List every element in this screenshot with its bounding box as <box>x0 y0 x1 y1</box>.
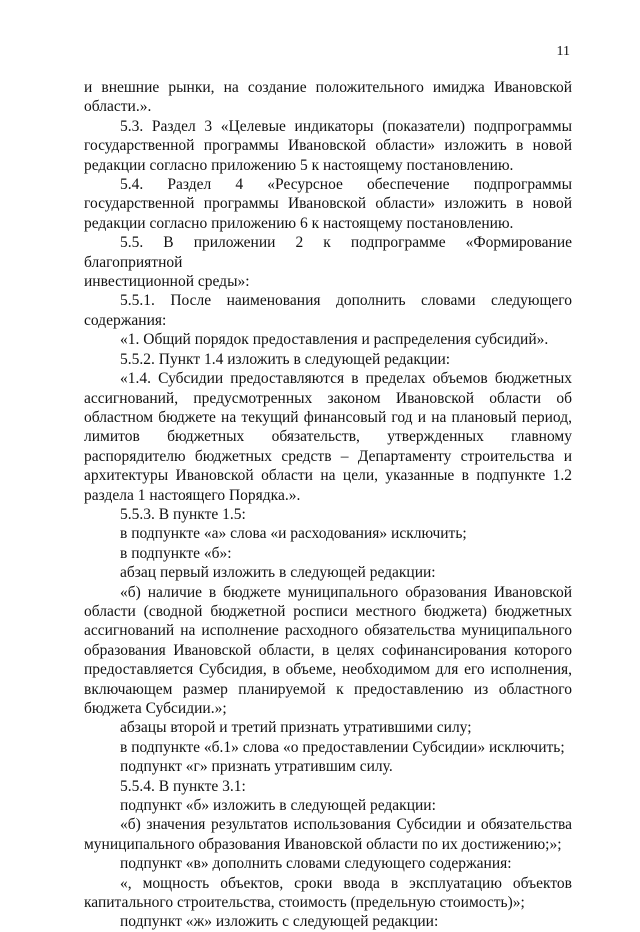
text-line: «1. Общий порядок предоставления и распределения субсидий». <box>120 331 549 349</box>
text-line: 5.5.1. После наименования дополнить словами следующего <box>120 292 572 310</box>
text-line: 5.4. Раздел 4 «Ресурсное обеспечение подпрограммы <box>120 176 572 194</box>
text-line: области (сводной бюджетной росписи местного бюджета) бюджетных <box>84 602 572 620</box>
text-line: распорядителю бюджетных средств – Департаменту строительства и <box>84 447 572 465</box>
text-line: ассигнований на исполнение расходного обязательства муниципального <box>84 622 572 640</box>
text-line: лимитов бюджетных обязательств, утвержденных главному <box>84 428 572 446</box>
text-line: подпункт «г» признать утратившим силу. <box>120 758 393 776</box>
text-line: абзац первый изложить в следующей редакции: <box>120 564 436 582</box>
text-line: в подпункте «а» слова «и расходования» исключить; <box>120 525 467 543</box>
text-line: подпункт «в» дополнить словами следующего содержания: <box>120 855 512 873</box>
text-line: образования Ивановской области, в целях софинансирования которого <box>84 641 572 659</box>
text-line: раздела 1 настоящего Порядка.». <box>84 486 301 504</box>
text-line: подпункт «ж» изложить с следующей редакции: <box>120 913 439 931</box>
text-line: 5.5.3. В пункте 1.5: <box>120 505 246 523</box>
text-line: «, мощность объектов, сроки ввода в эксплуатацию объектов <box>120 874 572 892</box>
text-line: содержания: <box>84 311 167 329</box>
text-line: абзацы второй и третий признать утратившими силу; <box>120 719 472 737</box>
text-line: 5.3. Раздел 3 «Целевые индикаторы (показатели) подпрограммы <box>120 117 572 135</box>
text-line: 5.5.2. Пункт 1.4 изложить в следующей редакции: <box>120 350 451 368</box>
text-line: областном бюджете на текущий финансовый год и на плановый период, <box>84 408 572 426</box>
text-line: 5.5. В приложении 2 к подпрограмме «Формирование благоприятной <box>84 234 572 271</box>
text-line: капитального строительства, стоимость (предельную стоимость)»; <box>84 894 525 912</box>
text-line: в подпункте «б.1» слова «о предоставлении Субсидии» исключить; <box>120 738 565 756</box>
text-line: «б) наличие в бюджете муниципального образования Ивановской <box>120 583 572 601</box>
text-line: 5.5.4. В пункте 3.1: <box>120 777 246 795</box>
text-line: предоставляется Субсидия, в объеме, необходимом для его исполнения, <box>84 661 572 679</box>
text-line: государственной программы Ивановской области» изложить в новой <box>84 137 572 155</box>
text-line: редакции согласно приложению 6 к настоящему постановлению. <box>84 214 514 232</box>
page-number: 11 <box>556 44 570 59</box>
text-line: бюджета Субсидии.»; <box>84 700 227 717</box>
text-line: «1.4. Субсидии предоставляются в пределах объемов бюджетных <box>120 370 572 388</box>
document-body <box>84 78 572 932</box>
text-line: подпункт «б» изложить в следующей редакции: <box>120 797 436 815</box>
text-line: архитектуры Ивановской области на цели, указанные в подпункте 1.2 <box>84 467 572 485</box>
text-line: включающем размер планируемой к предоставлению из областного <box>84 680 572 698</box>
text-line: ассигнований, предусмотренных законом Ивановской области об <box>84 389 572 407</box>
text-line: государственной программы Ивановской области» изложить в новой <box>84 195 572 213</box>
text-line: области.». <box>84 98 152 116</box>
text-line: в подпункте «б»: <box>120 544 232 562</box>
text-line: инвестиционной среды»: <box>84 273 250 291</box>
text-line: муниципального образования Ивановской области по их достижению;»; <box>84 835 562 853</box>
text-line: редакции согласно приложению 5 к настоящему постановлению. <box>84 156 514 174</box>
text-line: «б) значения результатов использования Субсидии и обязательства <box>120 816 572 834</box>
text-line: и внешние рынки, на создание положительного имиджа Ивановской <box>84 79 572 96</box>
